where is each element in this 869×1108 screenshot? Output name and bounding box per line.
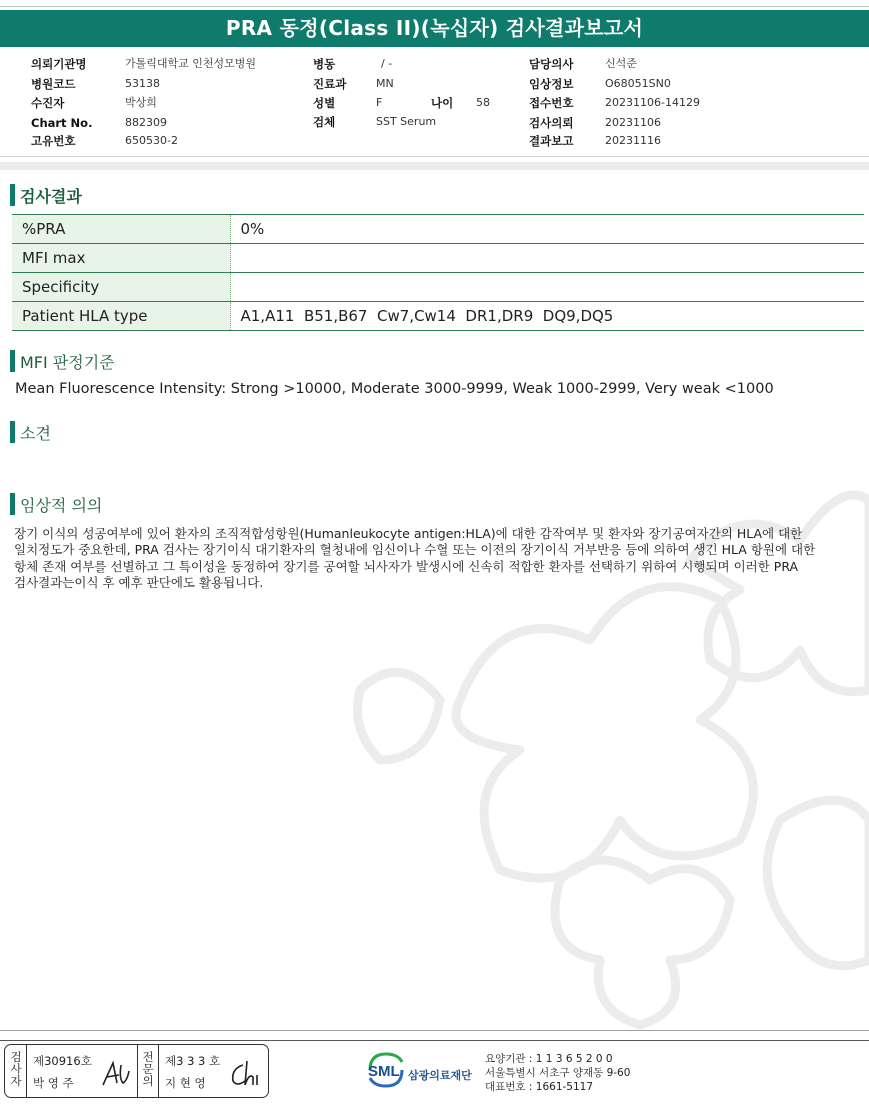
result-label: Patient HLA type — [12, 302, 230, 331]
table-row — [12, 302, 864, 331]
footer-line: 서울특별시 서초구 양재동 9-60 — [485, 1067, 631, 1079]
label-requesting-institution: 의뢰기관명 — [31, 57, 87, 71]
label-request-date: 검사의뢰 — [529, 116, 574, 130]
results-table — [12, 214, 864, 331]
specialist-signature-icon — [227, 1057, 263, 1091]
label-ward: 병동 — [313, 57, 336, 71]
specialist-label-text: 전 문 의 — [142, 1050, 154, 1088]
result-value: 0% — [230, 215, 864, 244]
logo-text: SML — [368, 1063, 400, 1080]
signature-divider — [26, 1045, 27, 1097]
footer-line: 대표번호 : 1661-5117 — [485, 1081, 594, 1093]
result-value — [230, 244, 864, 273]
label-unique-id: 고유번호 — [31, 134, 76, 148]
signature-divider — [158, 1045, 159, 1097]
footer-line: 요양기관 : 1 1 3 6 5 2 0 0 — [485, 1053, 613, 1065]
label-sex: 성별 — [313, 96, 336, 110]
tester-license: 제30916호 — [33, 1054, 92, 1068]
footer-address — [485, 1052, 630, 1094]
label-hospital-code: 병원코드 — [31, 77, 76, 91]
mfi-criteria-text: Mean Fluorescence Intensity: Strong >10000, Moderate 3000-9999, Weak 1000-2999, Very weak <1000 — [15, 381, 774, 397]
label-department: 진료과 — [313, 77, 347, 91]
value-sex: F — [376, 96, 383, 109]
label-patient: 수진자 — [31, 96, 65, 110]
value-unique-id: 650530-2 — [125, 134, 178, 147]
label-clinical-info: 임상정보 — [529, 77, 574, 91]
value-request-date: 20231106 — [605, 116, 661, 129]
value-report-date: 20231116 — [605, 134, 661, 147]
value-receipt-no: 20231106-14129 — [605, 96, 700, 109]
section-marker — [10, 350, 15, 372]
label-receipt-no: 접수번호 — [529, 96, 574, 110]
report-title: PRA 동정(Class II)(녹십자) 검사결과보고서 — [0, 10, 869, 47]
section-opinion-title: 소견 — [20, 423, 51, 443]
section-marker — [10, 184, 15, 206]
tester-signature-icon — [99, 1057, 133, 1091]
value-physician: 신석준 — [605, 57, 637, 70]
footer-rule — [0, 1030, 869, 1031]
clinical-line: 검사결과는이식 후 예후 판단에도 활용됩니다. — [14, 574, 264, 590]
value-patient: 박상희 — [125, 96, 157, 109]
value-ward: / - — [381, 57, 393, 70]
table-row — [12, 244, 864, 273]
signature-divider — [137, 1045, 138, 1097]
section-marker — [10, 421, 15, 443]
clinical-significance-text — [14, 526, 844, 591]
section-opinion-heading — [10, 421, 51, 443]
result-label: %PRA — [12, 215, 230, 244]
specialist-license: 제3 3 3 호 — [165, 1054, 221, 1068]
clinical-line: 장기 이식의 성공여부에 있어 환자의 조직적합성항원(Humanleukocyte antigen:HLA)에 대한 감작여부 및 환자와 장기공여자간의 HLA에 대한 — [14, 526, 803, 541]
value-requesting-institution: 가톨릭대학교 인천성모병원 — [125, 57, 257, 70]
label-chart-no: Chart No. — [31, 116, 93, 130]
value-chart-no: 882309 — [125, 116, 167, 129]
tester-label-text: 검 사 자 — [10, 1050, 22, 1088]
foundation-name: 삼광의료재단 — [408, 1069, 472, 1082]
table-row — [12, 273, 864, 302]
section-clinical-heading — [10, 493, 102, 515]
section-clinical-title: 임상적 의의 — [20, 495, 103, 515]
section-mfi-title: MFI 판정기준 — [20, 352, 115, 372]
label-age: 나이 — [431, 96, 454, 110]
section-mfi-heading — [10, 350, 115, 372]
top-rule — [0, 6, 869, 7]
specialist-name: 지 현 영 — [165, 1076, 206, 1090]
value-department: MN — [376, 77, 394, 90]
footer-rule-dark — [0, 1040, 869, 1041]
label-report-date: 결과보고 — [529, 134, 574, 148]
result-label: MFI max — [12, 244, 230, 273]
header-band — [0, 162, 869, 170]
tester-label — [7, 1051, 25, 1087]
specialist-label — [139, 1051, 157, 1087]
table-row — [12, 215, 864, 244]
header-divider — [0, 156, 869, 157]
value-clinical-info: O68051SN0 — [605, 77, 671, 90]
section-results-title: 검사결과 — [20, 186, 82, 206]
value-hospital-code: 53138 — [125, 77, 160, 90]
value-age: 58 — [476, 96, 490, 109]
label-physician: 담당의사 — [529, 57, 574, 71]
signature-box — [4, 1044, 269, 1098]
clinical-line: 일치정도가 중요한데, PRA 검사는 장기이식 대기환자의 혈청내에 임신이나 수혈 또는 이전의 장기이식 거부반응 등에 의하여 생긴 HLA 항원에 대한 — [14, 542, 816, 558]
result-value: A1,A11 B51,B67 Cw7,Cw14 DR1,DR9 DQ9,DQ5 — [230, 302, 864, 331]
result-value — [230, 273, 864, 302]
label-specimen: 검체 — [313, 115, 336, 129]
section-results-heading — [10, 184, 82, 206]
result-label: Specificity — [12, 273, 230, 302]
value-specimen: SST Serum — [376, 115, 437, 128]
clinical-line: 항체 존재 여부를 선별하고 그 특이성을 동정하여 장기를 공여할 뇌사자가 발생시에 신속히 적합한 환자를 선택하기 위하여 시행되며 이러한 PRA — [14, 558, 799, 574]
tester-name: 박 영 주 — [33, 1076, 74, 1090]
section-marker — [10, 493, 15, 515]
